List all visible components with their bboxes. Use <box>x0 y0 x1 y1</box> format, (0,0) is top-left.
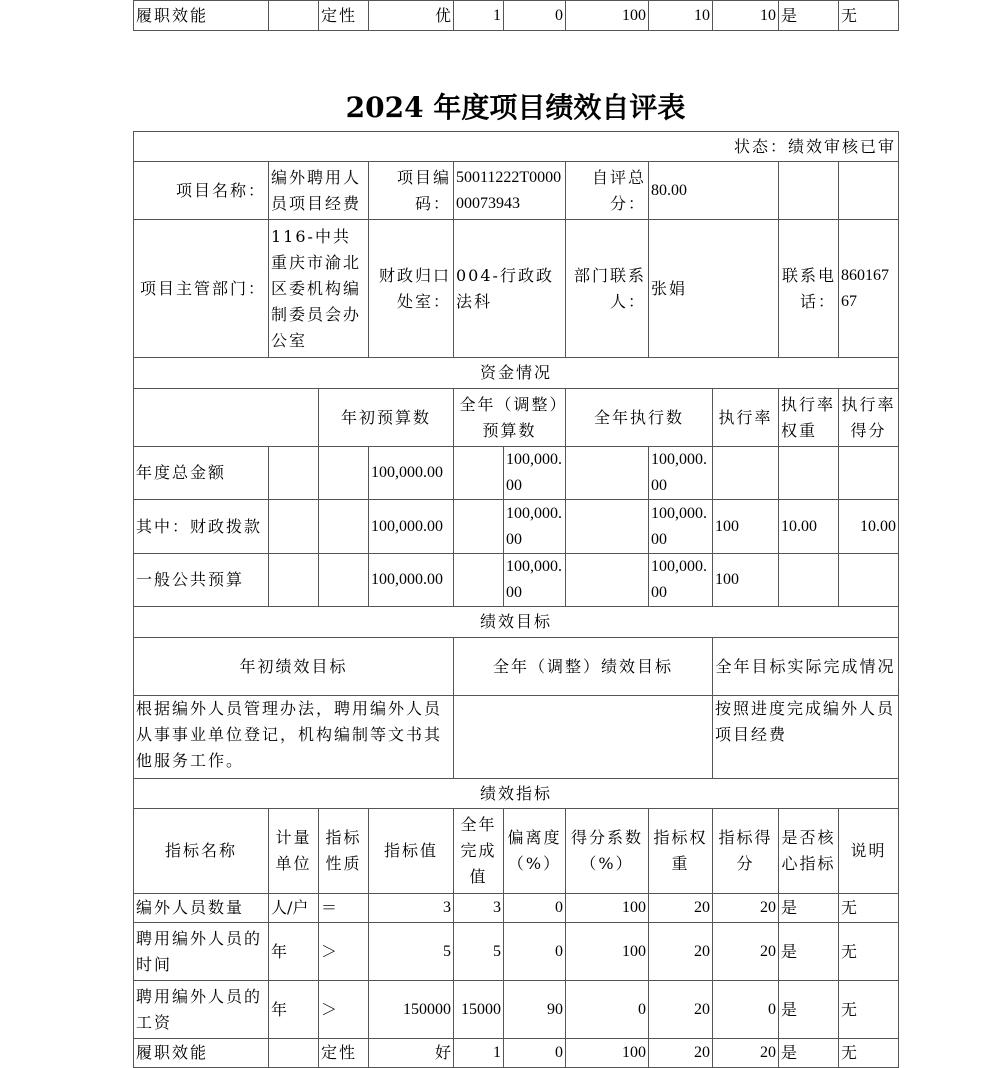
indicator-core: 是 <box>779 1039 839 1068</box>
funds-header-adjusted: 全年（调整）预算数 <box>454 389 566 447</box>
ind-header-note: 说明 <box>839 809 899 894</box>
funds-rate: 100 <box>713 500 779 554</box>
indicator-deviation: 0 <box>504 1039 566 1068</box>
contact-value: 张娟 <box>649 220 779 358</box>
empty-cell <box>269 447 319 500</box>
funds-header-executed: 全年执行数 <box>566 389 713 447</box>
indicator-coef: 100 <box>566 894 649 923</box>
indicator-name: 履职效能 <box>134 1 269 31</box>
indicator-name: 聘用编外人员的时间 <box>134 923 269 981</box>
dept-value: 116-中共重庆市渝北区委机构编制委员会办公室 <box>269 220 369 358</box>
indicator-target: 3 <box>369 894 454 923</box>
indicator-name: 履职效能 <box>134 1039 269 1068</box>
contact-label: 部门联系人： <box>566 220 649 358</box>
funds-score <box>839 554 899 607</box>
funds-adjusted: 100,000.00 <box>504 554 566 607</box>
indicator-deviation: 0 <box>504 923 566 981</box>
indicator-core: 是 <box>779 1 839 31</box>
funds-executed: 100,000.00 <box>649 447 713 500</box>
dept-label: 项目主管部门： <box>134 220 269 358</box>
phone-value: 86016767 <box>839 220 899 358</box>
empty-cell <box>454 554 504 607</box>
indicator-name: 聘用编外人员的工资 <box>134 981 269 1039</box>
empty-cell <box>134 389 319 447</box>
project-code-value: 50011222T000000073943 <box>454 162 566 220</box>
empty-cell <box>454 500 504 554</box>
goals-actual: 按照进度完成编外人员项目经费 <box>713 696 899 779</box>
goals-initial: 根据编外人员管理办法，聘用编外人员从事事业单位登记，机构编制等文书其他服务工作。 <box>134 696 454 779</box>
previous-table-tail <box>133 0 899 31</box>
indicator-score: 20 <box>713 1039 779 1068</box>
ind-header-score: 指标得分 <box>713 809 779 894</box>
ind-header-weight: 指标权重 <box>649 809 713 894</box>
indicator-coef: 100 <box>566 1 649 31</box>
indicator-unit <box>269 1039 319 1068</box>
indicator-row <box>134 1039 899 1068</box>
empty-cell <box>319 554 369 607</box>
indicator-coef: 100 <box>566 923 649 981</box>
ind-header-nature: 指标性质 <box>319 809 369 894</box>
indicator-score: 20 <box>713 894 779 923</box>
indicator-deviation: 0 <box>504 1 566 31</box>
indicator-note: 无 <box>839 1039 899 1068</box>
indicator-deviation: 0 <box>504 894 566 923</box>
funds-adjusted: 100,000.00 <box>504 447 566 500</box>
goals-header-initial: 年初绩效目标 <box>134 638 454 696</box>
indicator-nature: ＝ <box>319 894 369 923</box>
indicator-score: 20 <box>713 923 779 981</box>
indicator-row <box>134 894 899 923</box>
ind-header-name: 指标名称 <box>134 809 269 894</box>
funds-header-rate: 执行率 <box>713 389 779 447</box>
indicator-actual: 1 <box>454 1039 504 1068</box>
funds-section-header: 资金情况 <box>134 358 899 389</box>
funds-row <box>134 447 899 500</box>
empty-cell <box>319 500 369 554</box>
ind-header-actual: 全年完成值 <box>454 809 504 894</box>
funds-score: 10.00 <box>839 500 899 554</box>
ind-header-coef: 得分系数（%） <box>566 809 649 894</box>
funds-row <box>134 500 899 554</box>
self-score-value: 80.00 <box>649 162 779 220</box>
ind-header-target: 指标值 <box>369 809 454 894</box>
funds-initial: 100,000.00 <box>369 447 454 500</box>
empty-cell <box>319 447 369 500</box>
indicator-core: 是 <box>779 981 839 1039</box>
indicator-target: 优 <box>369 1 454 31</box>
indicator-unit: 年 <box>269 923 319 981</box>
finance-value: 004-行政政法科 <box>454 220 566 358</box>
empty-cell <box>566 554 649 607</box>
indicator-note: 无 <box>839 981 899 1039</box>
funds-row <box>134 554 899 607</box>
indicator-name: 编外人员数量 <box>134 894 269 923</box>
funds-row-label: 年度总金额 <box>134 447 269 500</box>
indicator-score: 0 <box>713 981 779 1039</box>
indicator-nature: ＞ <box>319 981 369 1039</box>
indicator-row <box>134 981 899 1039</box>
indicators-section-header: 绩效指标 <box>134 779 899 809</box>
indicator-row <box>134 923 899 981</box>
indicator-target: 好 <box>369 1039 454 1068</box>
indicator-nature: 定性 <box>319 1 369 31</box>
indicator-target: 150000 <box>369 981 454 1039</box>
empty-cell <box>839 162 899 220</box>
indicator-coef: 0 <box>566 981 649 1039</box>
indicator-unit: 人/户 <box>269 894 319 923</box>
indicator-target: 5 <box>369 923 454 981</box>
ind-header-unit: 计量单位 <box>269 809 319 894</box>
funds-weight <box>779 554 839 607</box>
funds-row-label: 其中：财政拨款 <box>134 500 269 554</box>
funds-executed: 100,000.00 <box>649 554 713 607</box>
empty-cell <box>454 447 504 500</box>
indicator-nature: ＞ <box>319 923 369 981</box>
funds-executed: 100,000.00 <box>649 500 713 554</box>
indicator-weight: 20 <box>649 923 713 981</box>
goals-section-header: 绩效目标 <box>134 607 899 638</box>
indicator-unit: 年 <box>269 981 319 1039</box>
project-name-value: 编外聘用人员项目经费 <box>269 162 369 220</box>
funds-adjusted: 100,000.00 <box>504 500 566 554</box>
indicator-note: 无 <box>839 923 899 981</box>
funds-rate <box>713 447 779 500</box>
funds-header-initial: 年初预算数 <box>319 389 454 447</box>
indicator-nature: 定性 <box>319 1039 369 1068</box>
goals-header-adjusted: 全年（调整）绩效目标 <box>454 638 713 696</box>
page-title: 2024 年度项目绩效自评表 <box>345 91 686 124</box>
indicator-actual: 3 <box>454 894 504 923</box>
empty-cell <box>566 500 649 554</box>
project-code-label: 项目编码： <box>369 162 454 220</box>
goals-adjusted <box>454 696 713 779</box>
indicator-weight: 20 <box>649 1039 713 1068</box>
funds-initial: 100,000.00 <box>369 554 454 607</box>
self-score-label: 自评总分： <box>566 162 649 220</box>
indicator-note: 无 <box>839 894 899 923</box>
funds-score <box>839 447 899 500</box>
indicator-weight: 20 <box>649 894 713 923</box>
funds-row-label: 一般公共预算 <box>134 554 269 607</box>
indicator-deviation: 90 <box>504 981 566 1039</box>
phone-label: 联系电话： <box>779 220 839 358</box>
funds-initial: 100,000.00 <box>369 500 454 554</box>
indicator-weight: 10 <box>649 1 713 31</box>
finance-label: 财政归口处室： <box>369 220 454 358</box>
indicator-core: 是 <box>779 894 839 923</box>
indicator-core: 是 <box>779 923 839 981</box>
goals-header-actual: 全年目标实际完成情况 <box>713 638 899 696</box>
funds-header-weight: 执行率权重 <box>779 389 839 447</box>
empty-cell <box>566 447 649 500</box>
indicator-coef: 100 <box>566 1039 649 1068</box>
empty-cell <box>269 554 319 607</box>
indicator-actual: 1 <box>454 1 504 31</box>
ind-header-deviation: 偏离度（%） <box>504 809 566 894</box>
indicator-weight: 20 <box>649 981 713 1039</box>
funds-rate: 100 <box>713 554 779 607</box>
indicator-actual: 15000 <box>454 981 504 1039</box>
indicator-note: 无 <box>839 1 899 31</box>
indicator-unit <box>269 1 319 31</box>
indicator-actual: 5 <box>454 923 504 981</box>
project-name-label: 项目名称： <box>134 162 269 220</box>
funds-header-score: 执行率得分 <box>839 389 899 447</box>
funds-weight <box>779 447 839 500</box>
funds-weight: 10.00 <box>779 500 839 554</box>
status-label: 状态：绩效审核已审 <box>134 132 899 162</box>
empty-cell <box>779 162 839 220</box>
indicator-score: 10 <box>713 1 779 31</box>
table-row <box>134 1 899 31</box>
empty-cell <box>269 500 319 554</box>
self-evaluation-table <box>133 131 899 1068</box>
ind-header-core: 是否核心指标 <box>779 809 839 894</box>
